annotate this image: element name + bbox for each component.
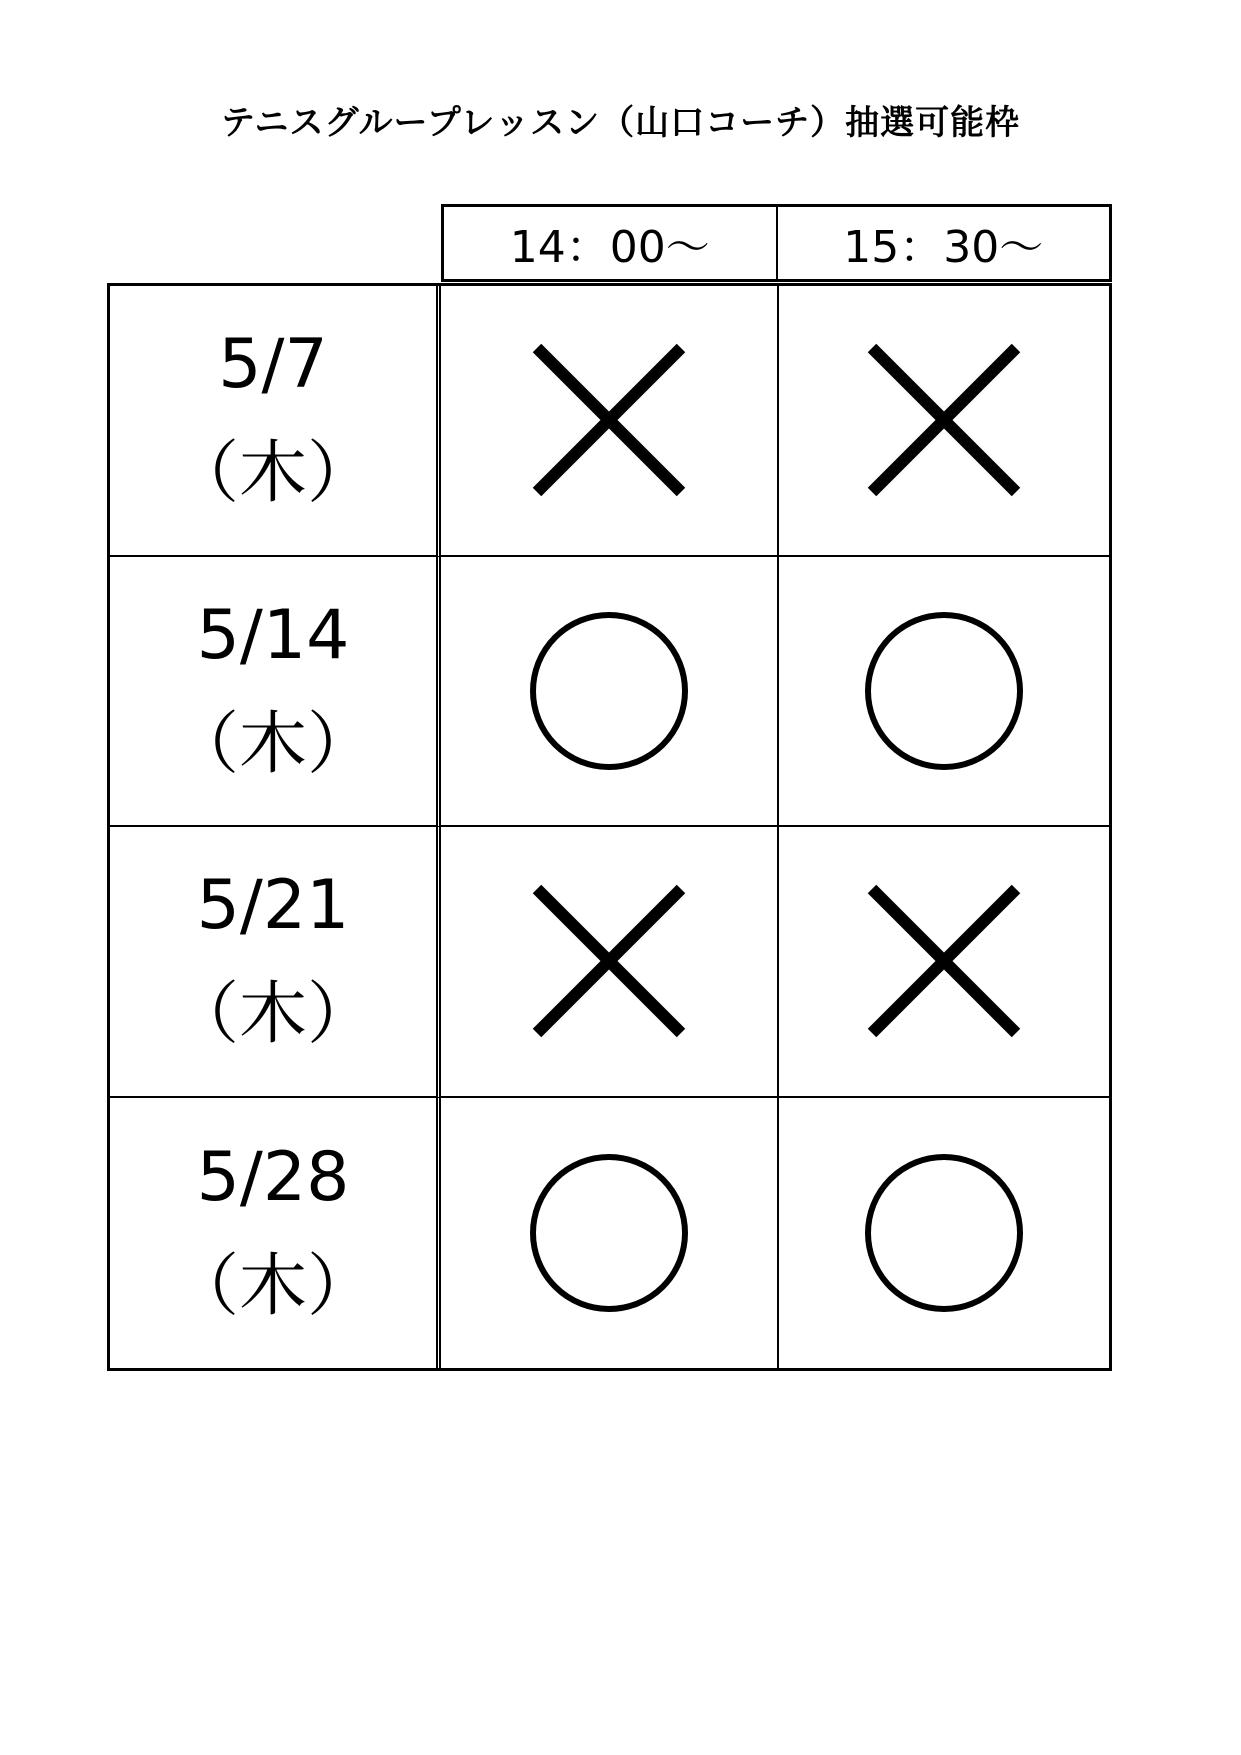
time-slot-1530: 15：30〜 [776,207,1110,279]
date-label: 5/7 [218,325,328,405]
cross-mark-icon [529,881,689,1041]
slot-cell [441,286,779,557]
circle-mark-icon [529,611,689,771]
date-cell [110,557,441,828]
cross-mark-icon [864,340,1024,500]
availability-table [107,283,1112,1371]
weekday-label: （木） [170,434,375,514]
cross-mark-icon [529,340,689,500]
slot-cell [441,557,779,828]
weekday-label: （木） [170,1246,375,1326]
date-label: 5/14 [196,595,350,675]
slot-cell [779,286,1109,557]
cross-mark-icon [864,881,1024,1041]
date-label: 5/21 [196,866,350,946]
slot-cell [441,1098,779,1369]
time-slot-header [441,204,1112,282]
page-title: テニスグループレッスン（山口コーチ）抽選可能枠 [220,103,1021,143]
date-cell [110,827,441,1098]
date-label: 5/28 [196,1137,350,1217]
time-slot-1400: 14：00〜 [509,222,710,273]
slot-cell [779,1098,1109,1369]
slot-cell [779,827,1109,1098]
slot-cell [779,557,1109,828]
circle-mark-icon [864,611,1024,771]
date-cell [110,286,441,557]
circle-mark-icon [864,1153,1024,1313]
date-cell [110,1098,441,1369]
weekday-label: （木） [170,704,375,784]
circle-mark-icon [529,1153,689,1313]
weekday-label: （木） [170,975,375,1055]
slot-cell [441,827,779,1098]
